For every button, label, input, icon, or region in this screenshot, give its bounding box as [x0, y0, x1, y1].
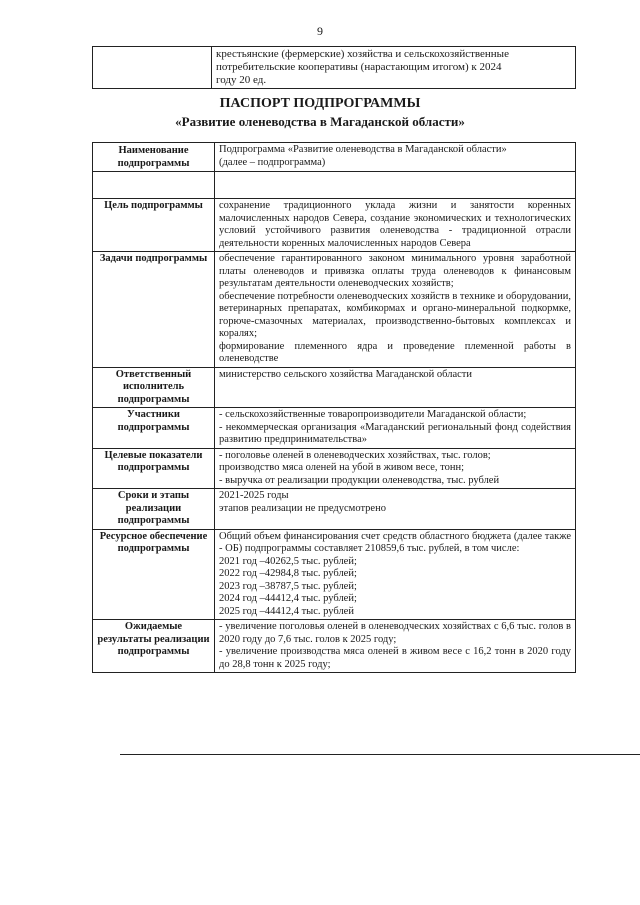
value-line: 2024 год –44412,4 тыс. рублей;	[219, 593, 357, 604]
continued-table	[92, 46, 576, 89]
continued-line: году 20 ед.	[216, 74, 267, 86]
row-value	[215, 367, 576, 408]
table-row	[93, 489, 576, 530]
spacer-cell	[215, 172, 576, 199]
row-value	[215, 620, 576, 673]
value-line: 2022 год –42984,8 тыс. рублей;	[219, 568, 357, 579]
value-line: - поголовье оленей в оленеводческих хозяйствах, тыс. голов;	[219, 449, 491, 461]
row-value	[215, 199, 576, 252]
table-row	[93, 408, 576, 449]
value-line: Общий объем финансирования счет средств областного бюджета (далее также - ОБ) подпрограммы составляет 210859,6 тыс. рублей, в том числе:	[219, 530, 571, 554]
value-line: 2021 год –40262,5 тыс. рублей;	[219, 555, 357, 567]
value-line: этапов реализации не предусмотрено	[219, 502, 386, 514]
value-line: (далее – подпрограмма)	[219, 156, 326, 168]
page-number: 9	[317, 24, 323, 38]
value-line: - некоммерческая организация «Магаданский региональный фонд содействия развитию предпринимательства»	[219, 421, 571, 445]
continued-table-empty-cell	[93, 47, 212, 89]
table-row	[93, 143, 576, 172]
continued-line: крестьянские (фермерские) хозяйства и сельскохозяйственные	[216, 48, 509, 60]
value-line: формирование племенного ядра и проведение племенной работы в оленеводстве	[219, 340, 571, 364]
table-row	[93, 529, 576, 620]
row-value	[215, 489, 576, 530]
continued-line: потребительские кооперативы (нарастающим итогом) к 2024	[216, 61, 502, 73]
row-label: Наименование подпрограммы	[93, 143, 215, 172]
row-value	[215, 408, 576, 449]
value-line: министерство сельского хозяйства Магаданской области	[219, 368, 473, 380]
value-line: - увеличение производства мяса оленей в живом весе с 16,2 тонн в 2020 году до 28,8 тонн к 2025 году;	[219, 646, 571, 670]
value-line: обеспечение потребности оленеводческих хозяйств в технике и оборудовании, ветеринарных препаратах, комбикормах и органо-минеральной подкормке, горюче-смазочных материалах, производственно-бытовых комплексах и коралях;	[219, 290, 571, 339]
table-row	[93, 367, 576, 408]
table-row	[93, 252, 576, 368]
table-spacer-row	[93, 172, 576, 199]
passport-table	[92, 142, 576, 673]
value-line: 2025 год –44412,4 тыс. рублей	[219, 605, 354, 617]
value-line: сохранение традиционного уклада жизни и занятости коренных малочисленных народов Севера, создание экономических и технологических условий устойчивого развития оленеводства - традиционной отрасли деятельности коренных малочисленных народов Севера	[219, 200, 571, 249]
value-line: - выручка от реализации продукции оленеводства, тыс. рублей	[219, 474, 500, 486]
row-label: Сроки и этапы реализации подпрограммы	[93, 489, 215, 530]
page-subtitle: «Развитие оленеводства в Магаданской области»	[175, 114, 465, 129]
row-label: Ответственный исполнитель подпрограммы	[93, 367, 215, 408]
row-label: Задачи подпрограммы	[93, 252, 215, 368]
row-label: Цель подпрограммы	[93, 199, 215, 252]
value-line: - сельскохозяйственные товаропроизводители Магаданской области;	[219, 409, 527, 420]
spacer-cell	[93, 172, 215, 199]
row-label: Ожидаемые результаты реализации подпрограммы	[93, 620, 215, 673]
continued-table-text	[212, 47, 576, 89]
row-label: Ресурсное обеспечение подпрограммы	[93, 529, 215, 620]
row-value	[215, 448, 576, 489]
footer-rule	[120, 754, 640, 755]
row-value	[215, 252, 576, 368]
value-line: 2021-2025 годы	[219, 490, 289, 501]
page-title: ПАСПОРТ ПОДПРОГРАММЫ	[219, 96, 421, 111]
row-value	[215, 143, 576, 172]
value-line: производство мяса оленей на убой в живом весе, тонн;	[219, 462, 465, 473]
table-row	[93, 448, 576, 489]
value-line: обеспечение гарантированного законом минимального уровня заработной платы оленеводов и привязка оплаты труда оленеводов к финансовым результатам деятельности оленеводческих хозяйств;	[219, 253, 571, 289]
table-row	[93, 199, 576, 252]
row-value	[215, 529, 576, 620]
row-label: Целевые показатели подпрограммы	[93, 448, 215, 489]
table-row	[93, 620, 576, 673]
row-label: Участники подпрограммы	[93, 408, 215, 449]
value-line: Подпрограмма «Развитие оленеводства в Магаданской области»	[219, 144, 507, 155]
value-line: - увеличение поголовья оленей в оленеводческих хозяйствах с 6,6 тыс. голов в 2020 году до 7,6 тыс. голов к 2025 году;	[219, 621, 571, 645]
value-line: 2023 год –38787,5 тыс. рублей;	[219, 580, 357, 592]
